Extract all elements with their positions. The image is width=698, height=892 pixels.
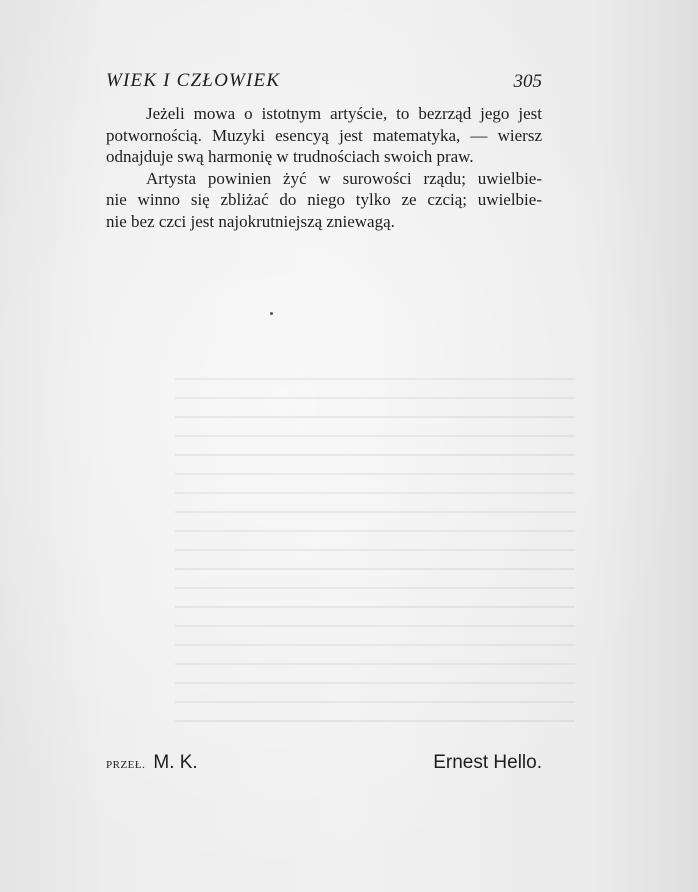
- paragraph-1-line-3: odnajduje swą harmonię w trudnościach swoich praw.: [106, 147, 474, 166]
- author-signature: Ernest Hello.: [433, 752, 542, 773]
- paragraph-2-line-1: Artysta powinien żyć w surowości rządu; uwielbie-: [146, 168, 542, 188]
- body-text: [106, 103, 542, 232]
- page-number: 305: [513, 71, 542, 92]
- reverse-side-show-through: [175, 378, 575, 728]
- signature-row: [106, 752, 542, 782]
- translator-label: PRZEŁ.: [106, 759, 146, 771]
- paragraph-2-line-3: nie bez czci jest najokrutniejszą zniewagą.: [106, 211, 395, 231]
- translator-credit: [106, 752, 198, 782]
- running-title: WIEK I CZŁOWIEK: [106, 70, 281, 91]
- paragraph-2-line-2: nie winno się zbliżać do niego tylko ze czcią; uwielbie-: [106, 190, 542, 209]
- running-head: [106, 70, 542, 96]
- ink-speck: [270, 312, 273, 315]
- paragraph-1-line-1: Jeżeli mowa o istotnym artyście, to bezrząd jego jest: [146, 104, 542, 123]
- translator-name: M. K.: [153, 752, 198, 773]
- paragraph-1-line-2: potwornością. Muzyki esencyą jest matematyka, — wiersz: [106, 125, 542, 145]
